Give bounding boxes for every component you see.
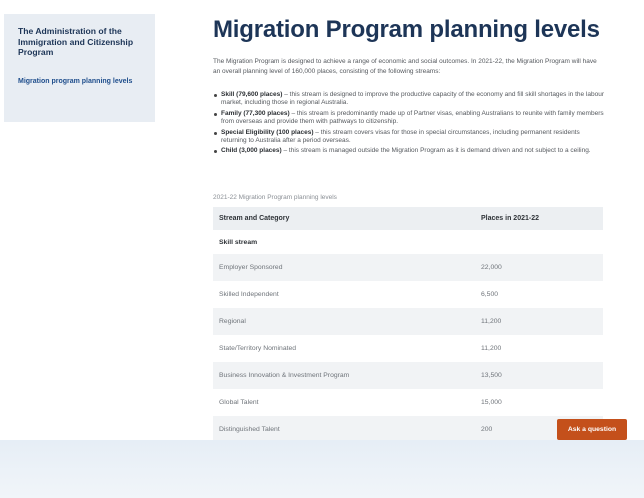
table-row	[213, 389, 603, 416]
planning-levels-table	[213, 207, 603, 443]
table-row	[213, 281, 603, 308]
table-caption: 2021-22 Migration Program planning levels	[213, 194, 337, 201]
stream-name: Family (77,300 places)	[221, 109, 290, 117]
table-section-row	[213, 230, 603, 254]
places-cell: 6,500	[481, 291, 499, 298]
stream-description: – this stream is managed outside the Migration Program as it is demand driven and not subject to a ceiling.	[281, 147, 591, 155]
table-header-row	[213, 207, 603, 230]
table-row	[213, 335, 603, 362]
list-item	[213, 110, 605, 127]
places-cell: 15,000	[481, 399, 502, 406]
category-cell: Regional	[213, 308, 475, 335]
page-title: Migration Program planning levels	[213, 16, 600, 43]
column-header-places: Places in 2021-22	[475, 207, 603, 230]
category-cell: Distinguished Talent	[213, 416, 475, 443]
column-header-category: Stream and Category	[213, 207, 475, 230]
places-cell: 13,500	[475, 362, 603, 389]
sidebar-title[interactable]: The Administration of the Immigration and Citizenship Program	[18, 26, 134, 57]
intro-paragraph: The Migration Program is designed to achieve a range of economic and social outcomes. In 2021-22, the Migration Program will have an overall planning level of 160,000 places, consisting of the following streams:	[213, 58, 597, 75]
category-cell: Global Talent	[219, 399, 259, 406]
table-row	[213, 362, 603, 389]
stream-name: Special Eligibility (100 places)	[221, 128, 314, 136]
stream-name: Skill (79,600 places)	[221, 91, 283, 98]
category-cell: State/Territory Nominated	[219, 345, 297, 352]
places-cell: 22,000	[475, 254, 603, 281]
list-item	[213, 91, 605, 108]
category-cell: Business Innovation & Investment Program	[213, 362, 475, 389]
sidebar	[4, 14, 155, 122]
stream-name: Child (3,000 places)	[221, 147, 282, 155]
category-cell: Employer Sponsored	[213, 254, 475, 281]
table-row	[213, 308, 603, 335]
list-item	[213, 129, 605, 146]
table-row	[213, 416, 603, 443]
places-cell: 11,200	[475, 308, 603, 335]
stream-description: – this stream covers visas for those in special circumstances, including permanent residents returning to Australia after a period overseas.	[221, 128, 580, 145]
category-cell: Skilled Independent	[219, 291, 279, 298]
table-row	[213, 254, 603, 281]
ask-a-question-button[interactable]: Ask a question	[557, 419, 627, 440]
list-item	[213, 147, 605, 155]
places-cell: 200	[475, 416, 603, 443]
section-label: Skill stream	[219, 238, 258, 246]
sidebar-item-planning-levels[interactable]: Migration program planning levels	[18, 78, 133, 85]
stream-description: – this stream is designed to improve the productive capacity of the economy and fill skill shortages in the labour market, including those in regional Australia.	[221, 91, 604, 107]
stream-description: – this stream is predominantly made up of Partner visas, enabling Australians to reunite with family members from overseas and provide them with pathways to citizenship.	[221, 109, 604, 126]
places-cell: 11,200	[481, 345, 502, 352]
streams-list	[213, 91, 605, 158]
page-footer-band	[0, 440, 644, 498]
